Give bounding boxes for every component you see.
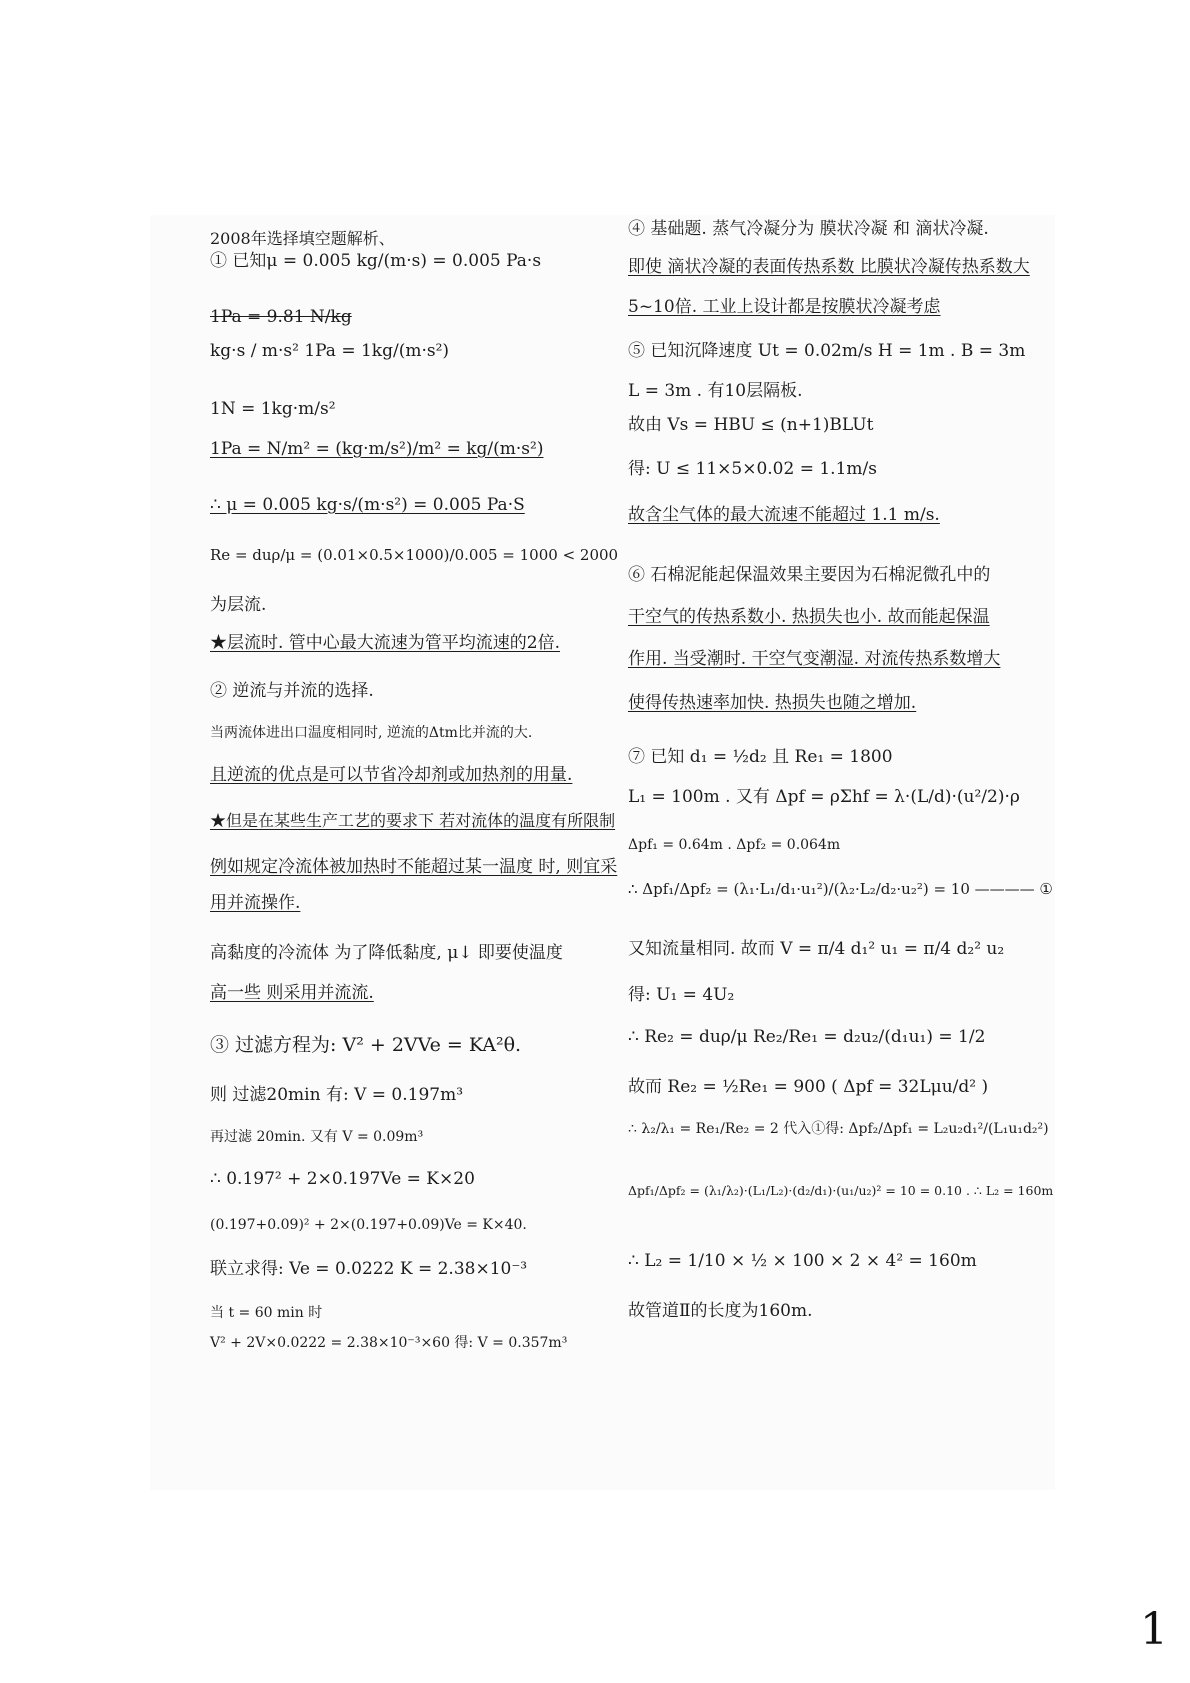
handwritten-line: 1Pa = N/m² = (kg·m/s²)/m² = kg/(m·s²) <box>210 439 544 459</box>
handwritten-line: L = 3m . 有10层隔板. <box>628 381 803 401</box>
handwritten-line: 再过滤 20min. 又有 V = 0.09m³ <box>210 1129 424 1145</box>
handwritten-line: ④ 基础题. 蒸气冷凝分为 膜状冷凝 和 滴状冷凝. <box>628 219 989 239</box>
handwritten-line: 高一些 则采用并流流. <box>210 983 374 1003</box>
handwritten-line: 得: U₁ = 4U₂ <box>628 985 735 1005</box>
handwritten-line: ⑦ 已知 d₁ = ½d₂ 且 Re₁ = 1800 <box>628 747 893 767</box>
handwritten-line: 干空气的传热系数小. 热损失也小. 故而能起保温 <box>628 607 990 627</box>
handwritten-line: 2008年选择填空题解析、 <box>210 229 395 248</box>
handwritten-line: 高黏度的冷流体 为了降低黏度, μ↓ 即要使温度 <box>210 943 563 963</box>
handwritten-line: 则 过滤20min 有: V = 0.197m³ <box>210 1085 464 1105</box>
handwritten-line: 联立求得: Ve = 0.0222 K = 2.38×10⁻³ <box>210 1259 528 1279</box>
handwritten-line: ① 已知μ = 0.005 kg/(m·s) = 0.005 Pa·s <box>210 251 542 271</box>
handwritten-line: kg·s / m·s² 1Pa = 1kg/(m·s²) <box>210 341 450 361</box>
handwritten-line: ∴ Re₂ = duρ/μ Re₂/Re₁ = d₂u₂/(d₁u₁) = 1/2 <box>628 1027 986 1047</box>
handwritten-line: ∴ Δpf₁/Δpf₂ = (λ₁·L₁/d₁·u₁²)/(λ₂·L₂/d₂·u₂²) = 10 ———— ① <box>628 880 1053 898</box>
handwritten-line: 故而 Re₂ = ½Re₁ = 900 ( Δpf = 32Lμu/d² ) <box>628 1077 989 1097</box>
handwritten-line: 得: U ≤ 11×5×0.02 = 1.1m/s <box>628 459 877 479</box>
handwritten-line: Δpf₁/Δpf₂ = (λ₁/λ₂)·(L₁/L₂)·(d₂/d₁)·(u₁/u₂)² = 10 = 0.10 . ∴ L₂ = 160m <box>628 1183 1054 1198</box>
handwritten-line: L₁ = 100m . 又有 Δpf = ρΣhf = λ·(L/d)·(u²/2)·ρ <box>628 787 1020 807</box>
page-number: 1 <box>1140 1604 1168 1655</box>
handwritten-line: ∴ L₂ = 1/10 × ½ × 100 × 2 × 4² = 160m <box>628 1251 977 1271</box>
handwritten-line: ⑤ 已知沉降速度 Ut = 0.02m/s H = 1m . B = 3m <box>628 341 1026 361</box>
handwritten-line: ∴ 0.197² + 2×0.197Ve = K×20 <box>210 1169 475 1189</box>
handwritten-line: 当 t = 60 min 时 <box>210 1305 323 1321</box>
handwritten-line: ★层流时. 管中心最大流速为管平均流速的2倍. <box>210 633 561 653</box>
handwritten-line: 故含尘气体的最大流速不能超过 1.1 m/s. <box>628 505 940 525</box>
handwritten-line: 且逆流的优点是可以节省冷却剂或加热剂的用量. <box>210 765 573 785</box>
handwritten-line: 即使 滴状冷凝的表面传热系数 比膜状冷凝传热系数大 <box>628 257 1030 277</box>
handwritten-line: 例如规定冷流体被加热时不能超过某一温度 时, 则宜采 <box>210 857 618 877</box>
handwritten-line: 故由 Vs = HBU ≤ (n+1)BLUt <box>628 415 874 435</box>
handwritten-line: ★但是在某些生产工艺的要求下 若对流体的温度有所限制 <box>210 811 616 830</box>
handwritten-line: ⑥ 石棉泥能起保温效果主要因为石棉泥微孔中的 <box>628 565 991 585</box>
handwritten-line: 作用. 当受潮时. 干空气变潮湿. 对流传热系数增大 <box>628 649 1001 669</box>
handwritten-line: ② 逆流与并流的选择. <box>210 681 374 701</box>
handwritten-line: ∴ λ₂/λ₁ = Re₁/Re₂ = 2 代入①得: Δpf₂/Δpf₁ = L₂u₂d₁²/(L₁u₁d₂²) <box>628 1121 1049 1137</box>
handwritten-line: 1N = 1kg·m/s² <box>210 399 336 419</box>
handwritten-line: (0.197+0.09)² + 2×(0.197+0.09)Ve = K×40. <box>210 1217 527 1233</box>
handwritten-line: Δpf₁ = 0.64m . Δpf₂ = 0.064m <box>628 837 841 853</box>
handwritten-line: V² + 2V×0.0222 = 2.38×10⁻³×60 得: V = 0.357m³ <box>210 1335 568 1351</box>
handwritten-line: 又知流量相同. 故而 V = π/4 d₁² u₁ = π/4 d₂² u₂ <box>628 939 1005 959</box>
handwritten-line: 当两流体进出口温度相同时, 逆流的Δtm比并流的大. <box>210 725 533 741</box>
handwritten-line: 故管道Ⅱ的长度为160m. <box>628 1301 813 1321</box>
handwritten-line: 用并流操作. <box>210 893 301 913</box>
handwritten-line: ∴ μ = 0.005 kg·s/(m·s²) = 0.005 Pa·S <box>210 495 525 515</box>
handwritten-line: 为层流. <box>210 595 267 615</box>
handwritten-line: 1Pa = 9.81 N/kg <box>210 307 352 327</box>
handwritten-line: Re = duρ/μ = (0.01×0.5×1000)/0.005 = 1000 < 2000 <box>210 546 619 564</box>
handwritten-line: 使得传热速率加快. 热损失也随之增加. <box>628 693 917 713</box>
handwritten-line: ③ 过滤方程为: V² + 2VVe = KA²θ. <box>210 1034 522 1056</box>
handwritten-line: 5~10倍. 工业上设计都是按膜状冷凝考虑 <box>628 297 941 317</box>
